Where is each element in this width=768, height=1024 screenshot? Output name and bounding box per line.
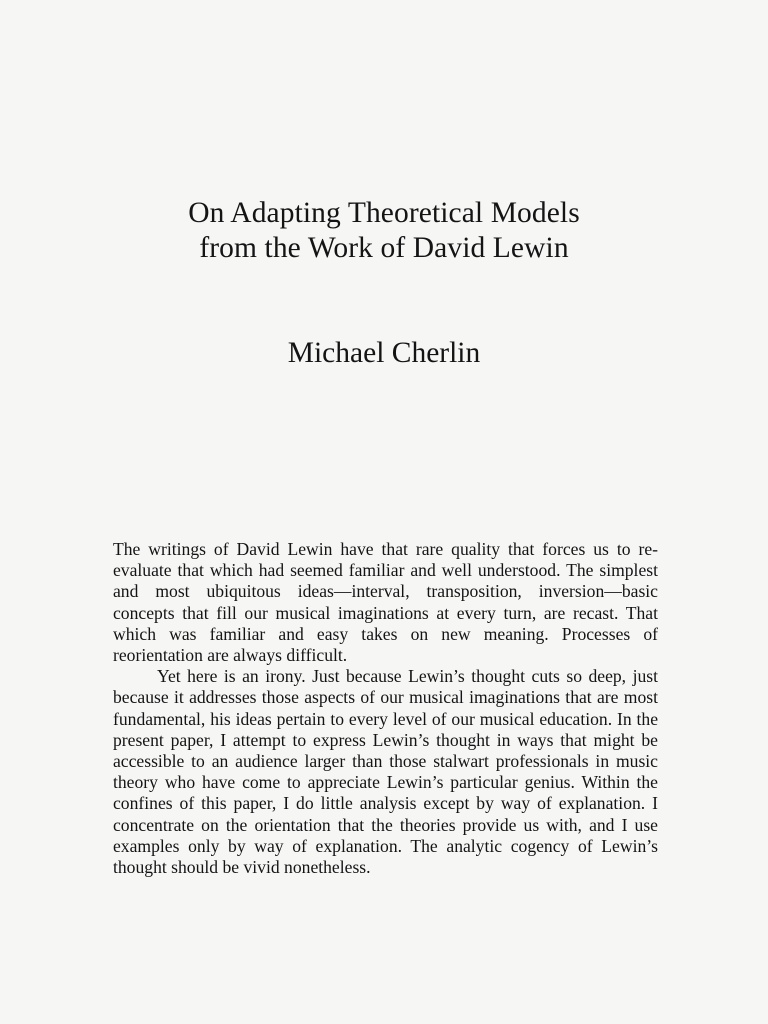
paper-title-line-1: On Adapting Theoretical Models	[188, 197, 580, 229]
paragraph-1: The writings of David Lewin have that rare quality that forces us to re-evaluate that which had seemed familiar and well understood. The simplest and most ubiquitous ideas—interval, transposition, inversion—basic concepts that fill our musical imaginations at every turn, are recast. That which was familiar and easy takes on new meaning. Processes of reorientation are always difficult.	[113, 539, 658, 666]
body-text	[113, 539, 658, 878]
paper-title	[0, 196, 768, 266]
author-name: Michael Cherlin	[287, 337, 481, 369]
paper-title-line-2: from the Work of David Lewin	[199, 232, 569, 264]
paragraph-2: Yet here is an irony. Just because Lewin’s thought cuts so deep, just because it addresses those aspects of our musical imaginations that are most fundamental, his ideas pertain to every level of our musical education. In the present paper, I attempt to express Lewin’s thought in ways that might be accessible to an audience larger than those stalwart professionals in music theory who have come to appreciate Lewin’s particular genius. Within the confines of this paper, I do little analysis except by way of explanation. I concentrate on the orientation that the theories provide us with, and I use examples only by way of explanation. The analytic cogency of Lewin’s thought should be vivid nonetheless.	[113, 666, 658, 878]
